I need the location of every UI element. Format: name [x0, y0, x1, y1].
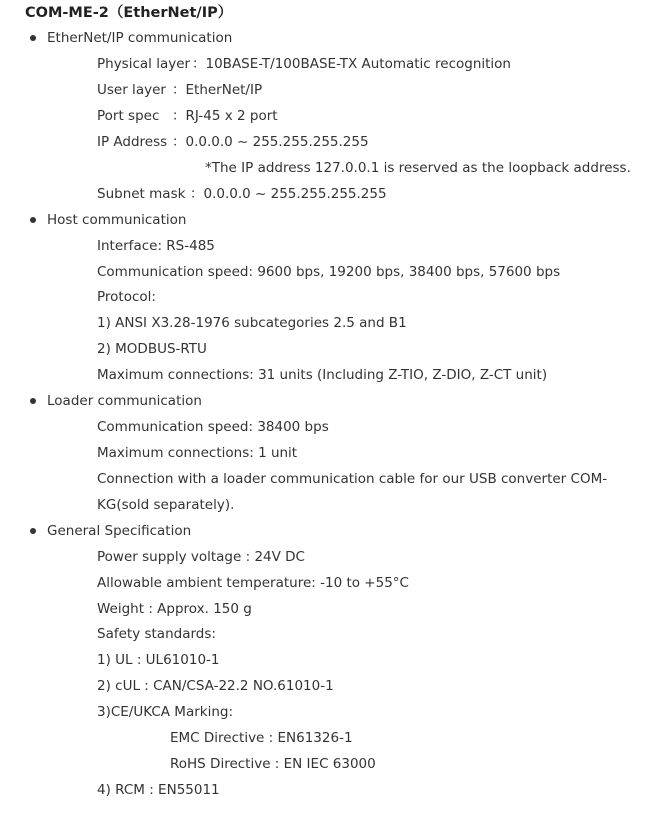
spec-line: 1) ANSI X3.28-1976 subcategories 2.5 and B1 — [97, 315, 407, 331]
spec-line: 3)CE/UKCA Marking: — [97, 704, 234, 720]
spec-value: 0.0.0.0 ~ 255.255.255.255 — [203, 186, 387, 202]
spec-line: Weight : Approx. 150 g — [97, 601, 252, 617]
spec-separator: ： — [190, 186, 204, 202]
spec-line: Maximum connections: 31 units (Including Z-TIO, Z-DIO, Z-CT unit) — [97, 367, 548, 383]
spec-separator: ： — [172, 82, 186, 98]
spec-separator: ： — [172, 108, 186, 124]
spec-line: EMC Directive : EN61326-1 — [170, 730, 353, 746]
spec-line: Power supply voltage : 24V DC — [97, 549, 305, 565]
spec-line-ip-address — [97, 132, 369, 152]
bullet-icon — [30, 398, 36, 404]
spec-line: 1) UL : UL61010-1 — [97, 652, 220, 668]
page-title: COM-ME-2（EtherNet/IP） — [25, 5, 233, 21]
spec-line: Connection with a loader communication cable for our USB converter COM-KG(sold separately). — [97, 471, 608, 513]
spec-label: Subnet mask — [97, 186, 186, 202]
spec-line: Safety standards: — [97, 626, 216, 642]
spec-line: 4) RCM : EN55011 — [97, 782, 220, 798]
section-heading-loader: Loader communication — [47, 393, 202, 409]
spec-value: 0.0.0.0 ~ 255.255.255.255 — [185, 134, 369, 150]
spec-label: IP Address — [97, 134, 168, 150]
spec-line: Maximum connections: 1 unit — [97, 445, 298, 461]
spec-label: Physical layer — [97, 56, 191, 72]
spec-line: Interface: RS-485 — [97, 238, 215, 254]
spec-line: RoHS Directive : EN IEC 63000 — [170, 756, 376, 772]
spec-separator: ： — [172, 134, 186, 150]
spec-separator: ： — [192, 56, 206, 72]
spec-line-port-spec — [97, 106, 278, 126]
spec-line-user-layer — [97, 80, 262, 100]
section-heading-general: General Specification — [47, 523, 192, 539]
spec-line: 2) MODBUS-RTU — [97, 341, 207, 357]
section-heading-ethernet-ip: EtherNet/IP communication — [47, 30, 233, 46]
ip-note: *The IP address 127.0.0.1 is reserved as the loopback address. — [205, 160, 631, 176]
spec-value: RJ-45 x 2 port — [185, 108, 278, 124]
spec-line: Communication speed: 9600 bps, 19200 bps, 38400 bps, 57600 bps — [97, 264, 561, 280]
bullet-icon — [30, 528, 36, 534]
section-heading-host: Host communication — [47, 212, 187, 228]
spec-line: 2) cUL : CAN/CSA-22.2 NO.61010-1 — [97, 678, 334, 694]
spec-label: User layer — [97, 82, 166, 98]
spec-line: Communication speed: 38400 bps — [97, 419, 329, 435]
spec-line: Protocol: — [97, 289, 156, 305]
spec-line-physical-layer — [97, 54, 511, 74]
spec-value: EtherNet/IP — [185, 82, 263, 98]
bullet-icon — [30, 35, 36, 41]
spec-line: Allowable ambient temperature: -10 to +55°C — [97, 575, 409, 591]
spec-label: Port spec — [97, 108, 160, 124]
spec-value: 10BASE-T/100BASE-TX Automatic recognition — [205, 56, 511, 72]
bullet-icon — [30, 217, 36, 223]
spec-line-subnet-mask — [97, 184, 387, 204]
